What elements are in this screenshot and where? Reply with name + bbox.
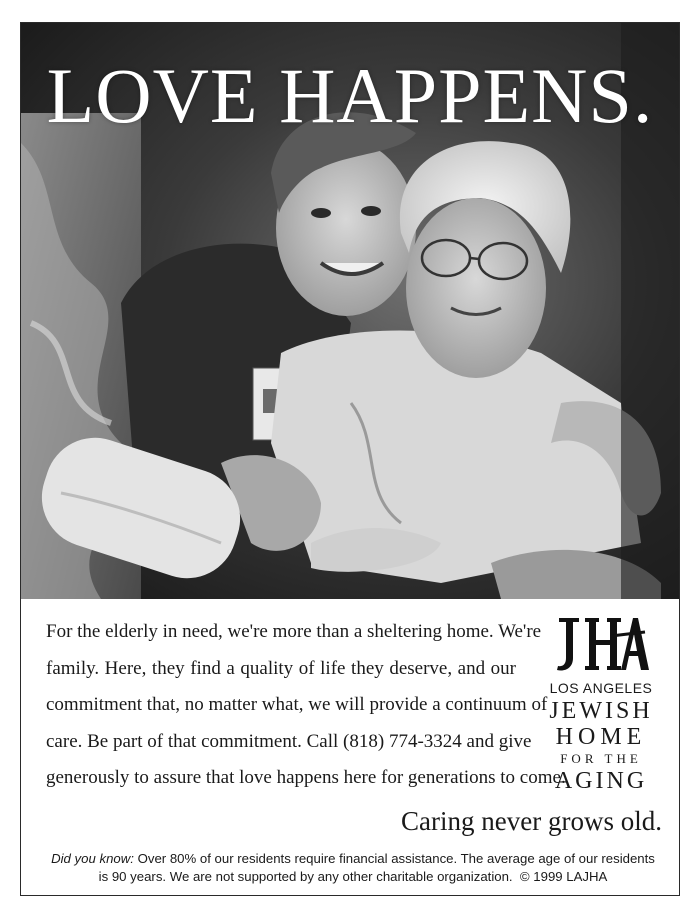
- copyright: © 1999 LAJHA: [519, 869, 608, 884]
- logo-jewish: JEWISH: [549, 698, 653, 724]
- jha-monogram-icon: [553, 614, 649, 674]
- tagline: Caring never grows old.: [401, 806, 662, 836]
- logo-for-the: FOR THE: [560, 751, 642, 766]
- body-copy: [46, 614, 566, 797]
- body-line: care. Be part of that commitment. Call (818) 774-3324 and give: [46, 730, 532, 752]
- did-you-know-label: Did you know:: [51, 851, 134, 866]
- jha-logo: [534, 614, 668, 794]
- body-line: generously to assure that love happens here for generations to come.: [46, 767, 566, 788]
- body-line: family. Here, they find a quality of life they deserve, and our: [46, 657, 516, 679]
- did-you-know-footer: [46, 850, 660, 886]
- body-line: For the elderly in need, we're more than a sheltering home. We're: [46, 621, 542, 642]
- logo-aging: AGING: [554, 768, 648, 794]
- headline: LOVE HAPPENS.: [46, 52, 654, 139]
- logo-los-angeles: LOS ANGELES: [549, 680, 653, 696]
- body-line: commitment that, no matter what, we will provide a continuum of: [46, 694, 548, 715]
- logo-home: HOME: [555, 724, 647, 750]
- photo-caregiver-and-resident: [21, 23, 679, 599]
- did-you-know-text: Over 80% of our residents require financial assistance. The average age of our residents is 90 years. We are not supported by any other charitable organization.: [98, 851, 655, 884]
